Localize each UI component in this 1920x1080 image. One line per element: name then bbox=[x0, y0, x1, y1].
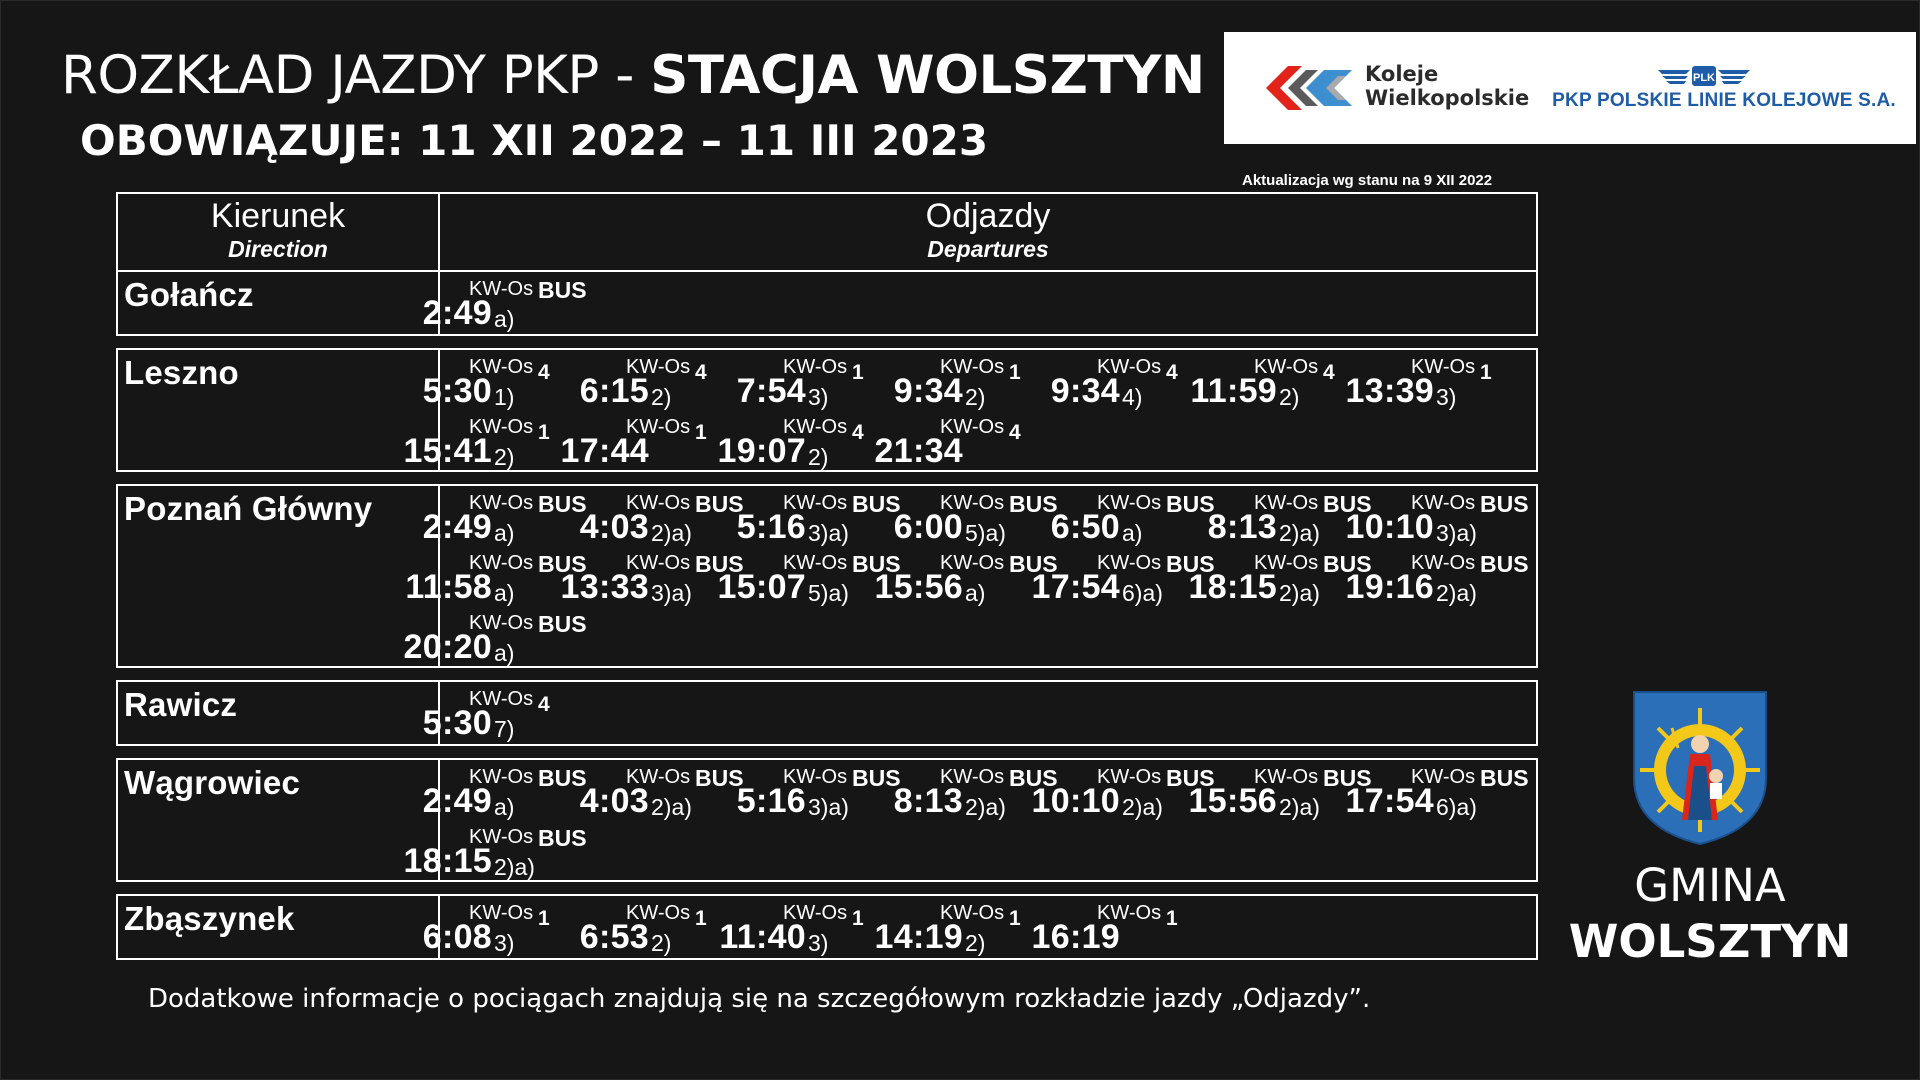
footnote-marker: 2) bbox=[651, 384, 672, 410]
plk-name: PKP POLSKIE LINIE KOLEJOWE S.A. bbox=[1552, 90, 1896, 111]
departure-time: 5:30 bbox=[422, 704, 492, 742]
departure-time: 2:49 bbox=[422, 508, 492, 546]
footnote-marker: a) bbox=[494, 794, 515, 820]
departure-time: 9:34 bbox=[1050, 372, 1120, 410]
departure-time: 17:44 bbox=[560, 432, 649, 470]
train-code: KW-Os bbox=[626, 416, 691, 438]
departure-entry bbox=[422, 277, 599, 338]
train-code: KW-Os bbox=[469, 902, 534, 924]
header-direction-label-en: Direction bbox=[228, 236, 328, 262]
footnote-marker: 5)a) bbox=[808, 580, 849, 606]
train-tag: BUS bbox=[695, 551, 744, 577]
train-tag: BUS bbox=[1480, 765, 1529, 791]
direction-name: Gołańcz bbox=[124, 276, 254, 313]
train-code: KW-Os bbox=[1254, 492, 1319, 514]
train-tag: BUS bbox=[1480, 491, 1529, 517]
departure-entry bbox=[422, 902, 599, 962]
departure-time: 19:16 bbox=[1345, 568, 1434, 606]
direction-row bbox=[116, 348, 1538, 472]
departure-entry bbox=[874, 416, 1070, 476]
train-code: KW-Os bbox=[469, 356, 534, 378]
footnote-marker: 2)a) bbox=[965, 794, 1006, 820]
train-code: KW-Os bbox=[783, 766, 848, 788]
footnote-marker: 2)a) bbox=[1279, 794, 1320, 820]
train-code: KW-Os bbox=[469, 826, 534, 848]
train-tag: 1 bbox=[538, 421, 550, 444]
train-tag: BUS bbox=[852, 765, 901, 791]
train-tag: 4 bbox=[538, 361, 550, 384]
train-code: KW-Os bbox=[626, 552, 691, 574]
departure-time: 8:13 bbox=[1207, 508, 1277, 546]
footnote-marker: 2) bbox=[965, 384, 986, 410]
train-tag: BUS bbox=[852, 491, 901, 517]
direction-name: Poznań Główny bbox=[124, 490, 373, 527]
departure-time: 6:15 bbox=[579, 372, 649, 410]
footnote-marker: 2)a) bbox=[651, 794, 692, 820]
departure-time: 21:34 bbox=[874, 432, 963, 470]
departure-time: 6:53 bbox=[579, 918, 649, 956]
train-tag: 1 bbox=[1009, 907, 1021, 930]
update-note: Aktualizacja wg stanu na 9 XII 2022 bbox=[1242, 172, 1493, 189]
departure-time: 4:03 bbox=[579, 508, 649, 546]
koleje-line1: Koleje bbox=[1365, 62, 1439, 86]
train-tag: BUS bbox=[1480, 551, 1529, 577]
gmina-line1: GMINA bbox=[1634, 859, 1786, 912]
departure-time: 14:19 bbox=[874, 918, 963, 956]
footnote-marker: 3)a) bbox=[808, 520, 849, 546]
plk-winged-logo-icon bbox=[1656, 64, 1752, 88]
train-code: KW-Os bbox=[1097, 356, 1162, 378]
departure-time: 6:50 bbox=[1050, 508, 1120, 546]
direction-name: Zbąszynek bbox=[124, 900, 295, 937]
footnote-marker: a) bbox=[494, 306, 515, 332]
departure-time: 17:54 bbox=[1031, 568, 1120, 606]
footnote-marker: 2) bbox=[808, 444, 829, 470]
direction-name: Rawicz bbox=[124, 686, 238, 723]
train-code: KW-Os bbox=[469, 416, 534, 438]
train-code: KW-Os bbox=[1411, 356, 1476, 378]
departure-entry bbox=[736, 491, 913, 552]
footnote-marker: 2) bbox=[651, 930, 672, 956]
train-code: KW-Os bbox=[1411, 552, 1476, 574]
plk-badge-text: PLK bbox=[1693, 72, 1715, 84]
departure-time: 11:40 bbox=[719, 918, 806, 956]
train-tag: 4 bbox=[538, 693, 550, 716]
footnote-marker: 6)a) bbox=[1436, 794, 1477, 820]
departure-entry bbox=[1345, 551, 1541, 612]
departure-entry bbox=[893, 356, 1070, 416]
validity-period: OBOWIĄZUJE: 11 XII 2022 – 11 III 2023 bbox=[80, 116, 989, 165]
departure-entry bbox=[422, 765, 599, 826]
logo-banner bbox=[1224, 32, 1916, 144]
train-code: KW-Os bbox=[469, 492, 534, 514]
departure-time: 5:30 bbox=[422, 372, 492, 410]
departure-entry bbox=[1345, 765, 1541, 826]
direction-row bbox=[116, 894, 1538, 960]
train-code: KW-Os bbox=[626, 902, 691, 924]
train-code: KW-Os bbox=[783, 492, 848, 514]
departure-time: 11:58 bbox=[405, 568, 492, 606]
departure-time: 8:13 bbox=[893, 782, 963, 820]
train-code: KW-Os bbox=[1097, 492, 1162, 514]
departure-time: 16:19 bbox=[1031, 918, 1120, 956]
train-code: KW-Os bbox=[469, 766, 534, 788]
koleje-wielkopolskie-name bbox=[1365, 62, 1540, 110]
footnote-marker: 2)a) bbox=[1279, 520, 1320, 546]
departure-entry bbox=[422, 356, 599, 416]
train-code: KW-Os bbox=[783, 356, 848, 378]
departure-entry bbox=[579, 765, 756, 826]
footer-note: Dodatkowe informacje o pociągach znajdują się na szczegółowym rozkładzie jazdy „Odjazdy”. bbox=[148, 984, 1371, 1014]
departure-entry bbox=[1345, 356, 1541, 416]
departure-time: 15:41 bbox=[403, 432, 492, 470]
page-title bbox=[61, 46, 1205, 106]
train-tag: BUS bbox=[538, 491, 587, 517]
train-code: KW-Os bbox=[1254, 552, 1319, 574]
train-tag: 1 bbox=[695, 421, 707, 444]
footnote-marker: a) bbox=[494, 520, 515, 546]
direction-name: Leszno bbox=[124, 354, 239, 391]
footnote-marker: a) bbox=[494, 640, 515, 666]
footnote-marker: 2)a) bbox=[651, 520, 692, 546]
train-code: KW-Os bbox=[626, 766, 691, 788]
departure-entry bbox=[403, 825, 599, 886]
footnote-marker: a) bbox=[1122, 520, 1143, 546]
train-code: KW-Os bbox=[940, 416, 1005, 438]
train-code: KW-Os bbox=[783, 552, 848, 574]
direction-row bbox=[116, 758, 1538, 882]
departure-time: 18:15 bbox=[1188, 568, 1277, 606]
train-tag: BUS bbox=[1166, 551, 1215, 577]
header-direction-label: Kierunek bbox=[210, 197, 346, 235]
departure-time: 15:07 bbox=[717, 568, 806, 606]
departure-time: 15:56 bbox=[874, 568, 963, 606]
train-tag: 4 bbox=[1323, 361, 1335, 384]
departure-time: 2:49 bbox=[422, 294, 492, 332]
train-code: KW-Os bbox=[469, 688, 534, 710]
header-direction bbox=[118, 194, 438, 262]
departure-time: 19:07 bbox=[717, 432, 806, 470]
train-code: KW-Os bbox=[1097, 766, 1162, 788]
footnote-marker: 3)a) bbox=[1436, 520, 1477, 546]
footnote-marker: 2) bbox=[1279, 384, 1300, 410]
train-code: KW-Os bbox=[626, 356, 691, 378]
footnote-marker: 3) bbox=[808, 384, 829, 410]
footnote-marker: 2) bbox=[494, 444, 515, 470]
departure-entry bbox=[893, 491, 1070, 552]
departure-time: 10:10 bbox=[1031, 782, 1120, 820]
train-code: KW-Os bbox=[1254, 356, 1319, 378]
train-tag: 1 bbox=[1480, 361, 1492, 384]
title-prefix: ROZKŁAD JAZDY PKP - bbox=[61, 45, 651, 106]
departure-entry bbox=[579, 356, 756, 416]
departure-time: 6:08 bbox=[422, 918, 492, 956]
departure-time: 13:39 bbox=[1345, 372, 1434, 410]
footnote-marker: 2)a) bbox=[1436, 580, 1477, 606]
departure-entry bbox=[422, 688, 599, 748]
koleje-line2: Wielkopolskie bbox=[1365, 86, 1530, 110]
train-code: KW-Os bbox=[469, 612, 534, 634]
train-tag: BUS bbox=[695, 491, 744, 517]
train-tag: BUS bbox=[538, 551, 587, 577]
footnote-marker: 1) bbox=[494, 384, 515, 410]
departure-time: 17:54 bbox=[1345, 782, 1434, 820]
train-code: KW-Os bbox=[940, 356, 1005, 378]
departure-entry bbox=[579, 491, 756, 552]
train-tag: BUS bbox=[1009, 765, 1058, 791]
train-code: KW-Os bbox=[469, 278, 534, 300]
wolsztyn-coat-of-arms-icon bbox=[1630, 688, 1770, 848]
train-tag: 1 bbox=[538, 907, 550, 930]
train-tag: 1 bbox=[1166, 907, 1178, 930]
departure-time: 10:10 bbox=[1345, 508, 1434, 546]
train-tag: BUS bbox=[1323, 551, 1372, 577]
direction-row bbox=[116, 680, 1538, 746]
departure-time: 5:16 bbox=[736, 508, 806, 546]
train-code: KW-Os bbox=[783, 902, 848, 924]
train-tag: BUS bbox=[1323, 491, 1372, 517]
footnote-marker: 3)a) bbox=[651, 580, 692, 606]
train-tag: 1 bbox=[1009, 361, 1021, 384]
train-tag: BUS bbox=[695, 765, 744, 791]
train-code: KW-Os bbox=[940, 552, 1005, 574]
train-tag: 1 bbox=[852, 361, 864, 384]
train-tag: 4 bbox=[695, 361, 707, 384]
departure-time: 9:34 bbox=[893, 372, 963, 410]
departure-time: 7:54 bbox=[736, 372, 806, 410]
train-code: KW-Os bbox=[940, 766, 1005, 788]
train-tag: 4 bbox=[1166, 361, 1178, 384]
footnote-marker: 4) bbox=[1122, 384, 1143, 410]
footnote-marker: 2) bbox=[965, 930, 986, 956]
train-code: KW-Os bbox=[1411, 766, 1476, 788]
train-code: KW-Os bbox=[940, 492, 1005, 514]
footnote-marker: 3) bbox=[1436, 384, 1457, 410]
footnote-marker: 7) bbox=[494, 716, 515, 742]
train-tag: BUS bbox=[538, 611, 587, 637]
train-tag: BUS bbox=[1009, 551, 1058, 577]
train-code: KW-Os bbox=[1411, 492, 1476, 514]
table-header bbox=[116, 192, 1538, 272]
departure-time: 18:15 bbox=[403, 842, 492, 880]
footnote-marker: 6)a) bbox=[1122, 580, 1163, 606]
train-tag: 4 bbox=[1009, 421, 1021, 444]
footnote-marker: 2)a) bbox=[494, 854, 535, 880]
koleje-wielkopolskie-logo-icon bbox=[1266, 66, 1354, 110]
direction-name: Wągrowiec bbox=[124, 764, 301, 801]
train-tag: BUS bbox=[852, 551, 901, 577]
footnote-marker: a) bbox=[965, 580, 986, 606]
departure-entry bbox=[403, 611, 599, 672]
train-tag: BUS bbox=[538, 825, 587, 851]
footnote-marker: 5)a) bbox=[965, 520, 1006, 546]
departure-time: 5:16 bbox=[736, 782, 806, 820]
footnote-marker: 2)a) bbox=[1279, 580, 1320, 606]
gmina-line2: WOLSZTYN bbox=[1568, 915, 1852, 968]
departure-entry bbox=[736, 356, 913, 416]
departure-time: 6:00 bbox=[893, 508, 963, 546]
departure-entry bbox=[1345, 491, 1541, 552]
header-departures-label: Odjazdy bbox=[925, 197, 1051, 235]
footnote-marker: a) bbox=[494, 580, 515, 606]
footnote-marker: 3)a) bbox=[808, 794, 849, 820]
departure-time: 20:20 bbox=[403, 628, 492, 666]
departure-time: 15:56 bbox=[1188, 782, 1277, 820]
direction-row bbox=[116, 270, 1538, 336]
train-tag: BUS bbox=[1166, 765, 1215, 791]
train-tag: BUS bbox=[1166, 491, 1215, 517]
train-code: KW-Os bbox=[783, 416, 848, 438]
departure-entry bbox=[422, 491, 599, 552]
train-tag: BUS bbox=[1009, 491, 1058, 517]
train-code: KW-Os bbox=[469, 552, 534, 574]
departure-time: 11:59 bbox=[1190, 372, 1277, 410]
train-tag: 4 bbox=[852, 421, 864, 444]
footnote-marker: 3) bbox=[494, 930, 515, 956]
train-tag: 1 bbox=[695, 907, 707, 930]
departure-time: 13:33 bbox=[560, 568, 649, 606]
header-departures bbox=[440, 194, 1536, 262]
train-code: KW-Os bbox=[940, 902, 1005, 924]
train-code: KW-Os bbox=[626, 492, 691, 514]
departure-time: 2:49 bbox=[422, 782, 492, 820]
footnote-marker: 2)a) bbox=[1122, 794, 1163, 820]
title-station: STACJA WOLSZTYN bbox=[650, 45, 1205, 106]
train-code: KW-Os bbox=[1254, 766, 1319, 788]
train-tag: 1 bbox=[852, 907, 864, 930]
train-tag: BUS bbox=[1323, 765, 1372, 791]
footnote-marker: 3) bbox=[808, 930, 829, 956]
header-departures-label-en: Departures bbox=[927, 236, 1049, 262]
train-code: KW-Os bbox=[1097, 552, 1162, 574]
departure-entry bbox=[736, 765, 913, 826]
train-tag: BUS bbox=[538, 765, 587, 791]
gmina-label bbox=[1560, 858, 1860, 970]
departure-time: 4:03 bbox=[579, 782, 649, 820]
train-code: KW-Os bbox=[1097, 902, 1162, 924]
direction-row bbox=[116, 484, 1538, 668]
train-tag: BUS bbox=[538, 277, 587, 303]
departure-entry bbox=[1031, 902, 1227, 962]
departure-entry bbox=[1050, 491, 1227, 552]
